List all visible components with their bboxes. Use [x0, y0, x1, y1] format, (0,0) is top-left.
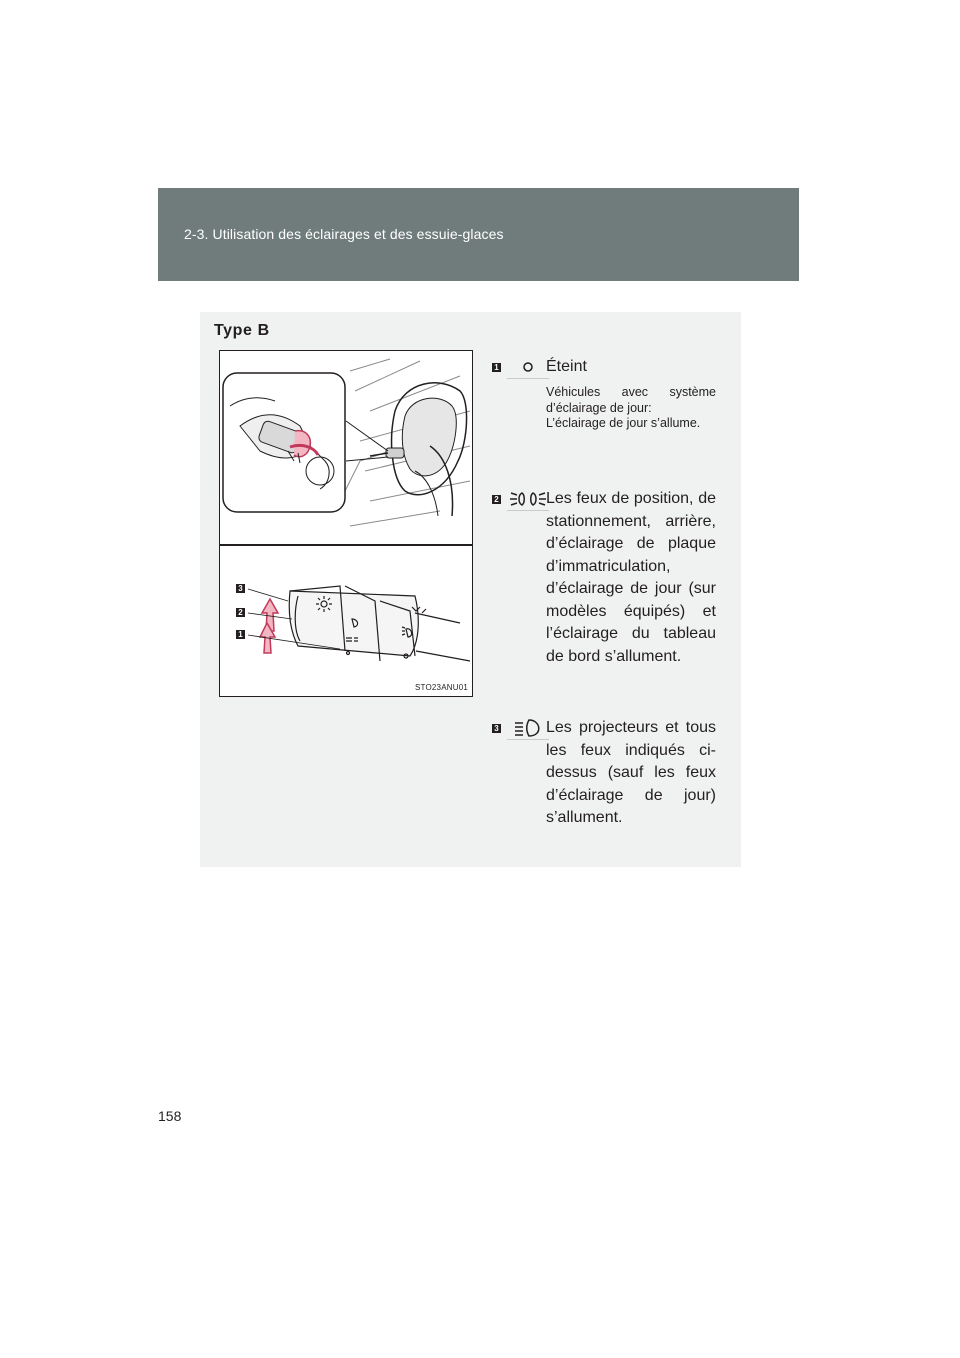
callout-1-badge: 1: [236, 630, 245, 639]
item-icon-box: [507, 488, 549, 511]
item-number-badge: 1: [492, 363, 501, 372]
list-item: [490, 356, 720, 486]
item-text: Les projecteurs et tous les feux indiqués ci-dessus (sauf les feux d’éclairage de jour) s’allument.: [546, 719, 716, 826]
light-switch-illustration: [219, 350, 473, 697]
list-item: [490, 717, 720, 857]
list-item: [490, 488, 720, 718]
item-icon-box: [507, 356, 549, 379]
item-text: Les feux de position, de stationnement, arrière, d’éclairage de plaque d’immatriculation, d’éclairage de jour (sur modèles équipés) et l’éclairage du tableau de bord s’allument.: [546, 490, 716, 665]
section-title: 2-3. Utilisation des éclairages et des essuie-glaces: [184, 226, 504, 242]
item-number-badge: 2: [492, 495, 501, 504]
item-number-badge: 3: [492, 724, 501, 733]
illustration-drawing: [220, 351, 473, 697]
callout-3-badge: 3: [236, 584, 245, 593]
callout-2-badge: 2: [236, 608, 245, 617]
off-circle-icon: [507, 356, 549, 378]
type-label: Type B: [214, 322, 270, 339]
headlight-icon: [507, 717, 549, 739]
item-icon-box: [507, 717, 549, 740]
figure-code: STO23ANU01: [415, 683, 468, 692]
parking-lights-icon: [507, 488, 549, 510]
section-header: [158, 188, 799, 281]
instruction-panel: [200, 312, 741, 867]
item-text: Éteint: [546, 358, 587, 375]
item-note: Véhicules avec système d’éclairage de jour: L’éclairage de jour s’allume.: [546, 385, 716, 430]
page-number: 158: [158, 1108, 182, 1124]
